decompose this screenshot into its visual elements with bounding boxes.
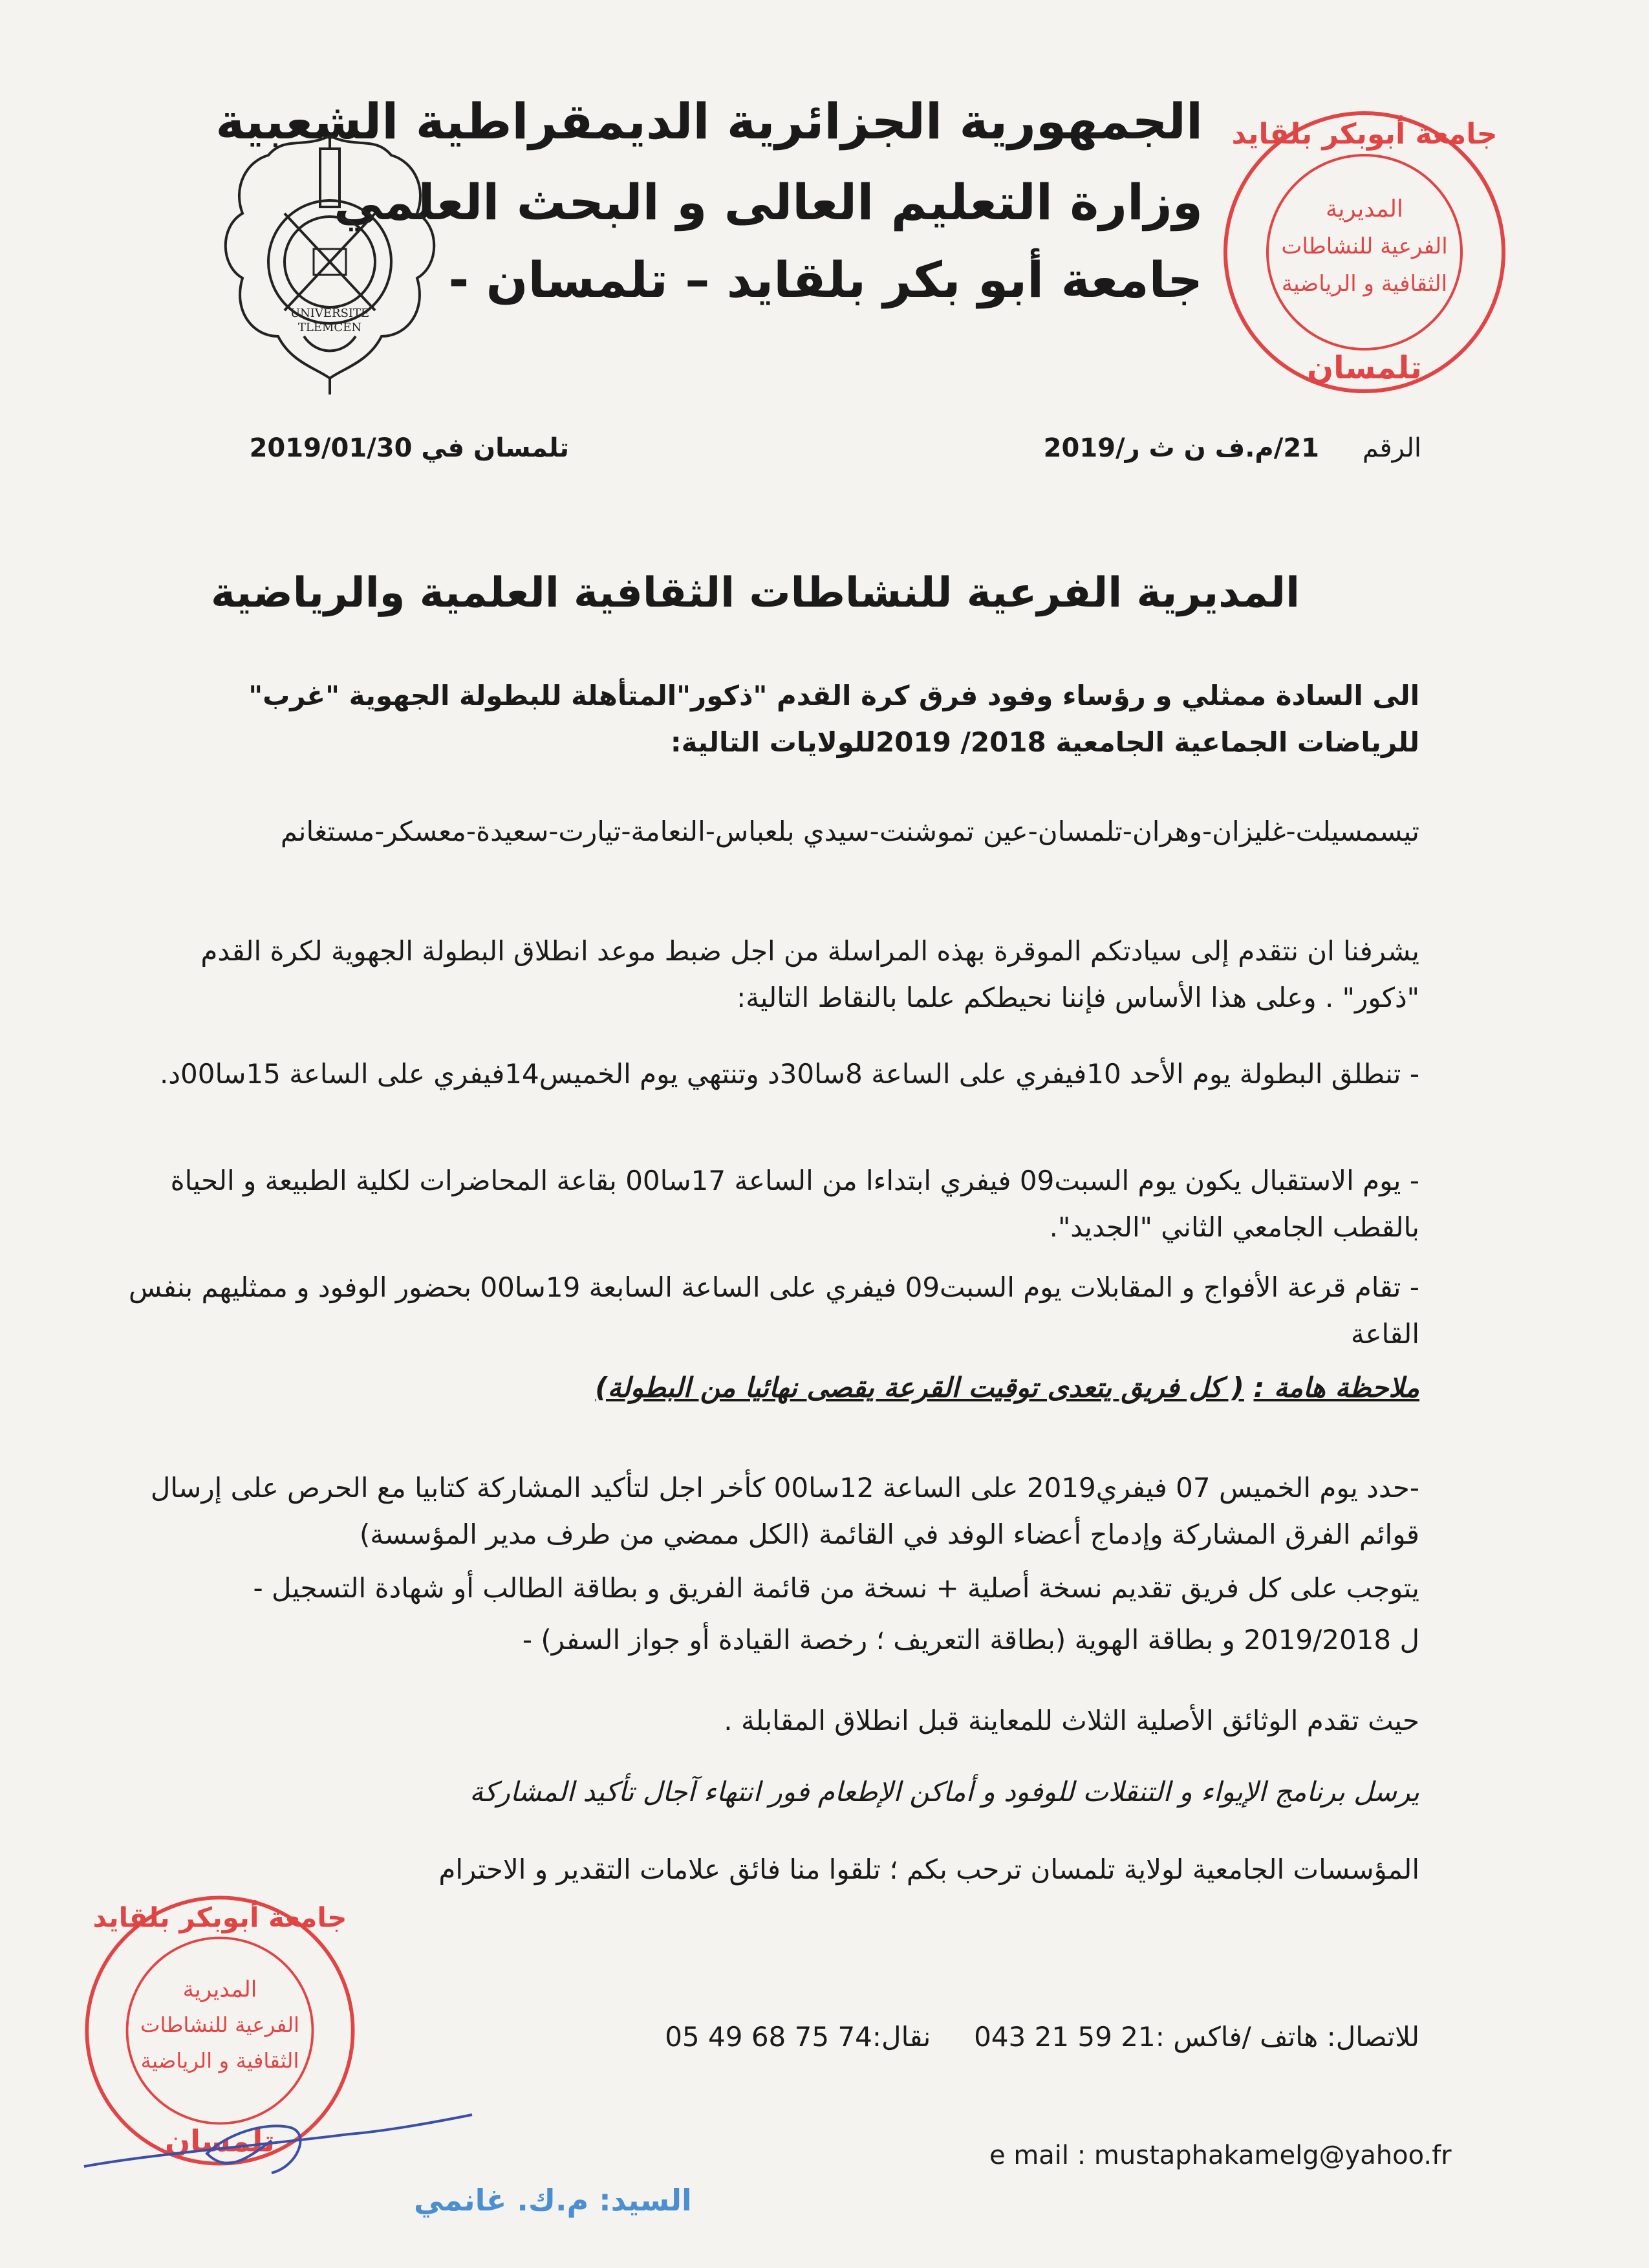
handwritten-signature — [78, 2095, 479, 2186]
stamp2-ring-top: جامعة أبوبكر بلقايد — [92, 1901, 347, 1934]
stamp2-center-line2: الفرعية للنشاطات — [140, 2012, 300, 2037]
document-date: تلمسان في 2019/01/30 — [249, 433, 569, 463]
signer-name: السيد: م.ك. غانمي — [414, 2183, 692, 2218]
header-university: جامعة أبو بكر بلقايد – تلمسان - — [448, 251, 1203, 308]
university-tlemcen-emblem-icon — [207, 123, 453, 394]
point-start-date: - تنطلق البطولة يوم الأحد 10فيفري على الساعة 8سا30د وتنتهي يوم الخميس14فيفري على الساعة 15سا00د. — [159, 1058, 1419, 1090]
program-line: يرسل برنامج الإيواء و التنقلات للوفود و أماكن الإطعام فور انتهاء آجال تأكيد المشاركة — [469, 1776, 1419, 1808]
point-draw: - تقام قرعة الأفواج و المقابلات يوم السبت09 فيفري على الساعة السابعة 19سا00 بحضور الوفود و ممثليهم بنفس القاعة — [129, 1271, 1419, 1350]
welcome-line: المؤسسات الجامعية لولاية تلمسان ترحب بكم ؛ تلقوا منا فائق علامات التقدير و الاحترام — [438, 1853, 1419, 1885]
contact-phone-fax: للاتصال: هاتف /فاكس :21 59 21 043 — [974, 2021, 1419, 2053]
stamp-ring-bottom: تلمسان — [1307, 350, 1422, 386]
stamp-center-line2: الفرعية للنشاطات — [1281, 233, 1448, 259]
contact-mobile: نقال:74 75 68 49 05 — [665, 2021, 931, 2053]
reference-label: الرقم — [1362, 433, 1421, 463]
contact-line — [665, 2021, 1419, 2053]
stamp-ring-top: جامعة أبوبكر بلقايد — [1231, 118, 1498, 151]
header-ministry: وزارة التعليم العالى و البحث العلمي — [334, 173, 1203, 231]
point-reception: - يوم الاستقبال يكون يوم السبت09 فيفري ابتداءا من الساعة 17سا00 بقاعة المحاضرات لكلية الطبيعة و الحياة بالقطب الجامعي الثاني "الجديد". — [170, 1165, 1419, 1243]
intro-paragraph: يشرفنا ان نتقدم إلى سيادتكم الموقرة بهذه المراسلة من اجل ضبط موعد انطلاق البطولة الجهوية لكرة القدم "ذكور" . وعلى هذا الأساس فإننا نحيطكم علما بالنقاط التالية: — [200, 935, 1419, 1013]
important-note — [126, 1365, 1419, 1411]
emblem-text-universite: UNIVERSITE — [290, 307, 370, 320]
documents-line1: يتوجب على كل فريق تقديم نسخة أصلية + نسخة من قائمة الفريق و بطاقة الطالب أو شهادة التسجيل - — [253, 1572, 1419, 1604]
note-text: ( كل فريق يتعدى توقيت القرعة يقصى نهائيا من البطولة) — [595, 1372, 1244, 1403]
documents-line2: ل 2019/2018 و بطاقة الهوية (بطاقة التعريف ؛ رخصة القيادة أو جواز السفر) - — [522, 1624, 1419, 1656]
header-republic: الجمهورية الجزائرية الديمقراطية الشعبية — [215, 92, 1203, 150]
document-title: المديرية الفرعية للنشاطات الثقافية العلمية والرياضية — [211, 569, 1300, 617]
note-label: ملاحظة هامة : — [1253, 1372, 1419, 1403]
stamp-center-line3: الثقافية و الرياضية — [1281, 271, 1448, 297]
emblem-text-tlemcen: TLEMCEN — [297, 321, 362, 334]
stamp2-center-line3: الثقافية و الرياضية — [140, 2048, 299, 2073]
reference-number: 21/م.ف ن ث ر/2019 — [1043, 433, 1319, 463]
addressee-paragraph: الى السادة ممثلي و رؤساء وفود فرق كرة القدم "ذكور"المتأهلة للبطولة الجهوية "غرب" للرياضات الجماعية الجامعية 2018/ 2019للولايات التالية: — [248, 680, 1419, 758]
deadline-paragraph: -حدد يوم الخميس 07 فيفري2019 على الساعة 12سا00 كأخر اجل لتأكيد المشاركة كتابيا مع الحرص على إرسال قوائم الفرق المشاركة وإدماج أعضاء الوفد في القائمة (الكل ممضي من طرف مدير المؤسسة) — [150, 1472, 1419, 1550]
stamp2-center-line1: المديرية — [182, 1976, 257, 2003]
contact-email: e mail : mustaphakamelg@yahoo.fr — [989, 2141, 1452, 2170]
originals-line: حيث تقدم الوثائق الأصلية الثلاث للمعاينة قبل انطلاق المقابلة . — [724, 1705, 1419, 1736]
stamp-center-line1: المديرية — [1326, 196, 1403, 222]
official-stamp-top — [1216, 103, 1513, 401]
wilayas-list: تيسمسيلت-غليزان-وهران-تلمسان-عين تموشنت-سيدي بلعباس-النعامة-تيارت-سعيدة-معسكر-مستغانم — [280, 815, 1419, 847]
stamp2-ring-bottom: تلمسان — [165, 2123, 275, 2159]
